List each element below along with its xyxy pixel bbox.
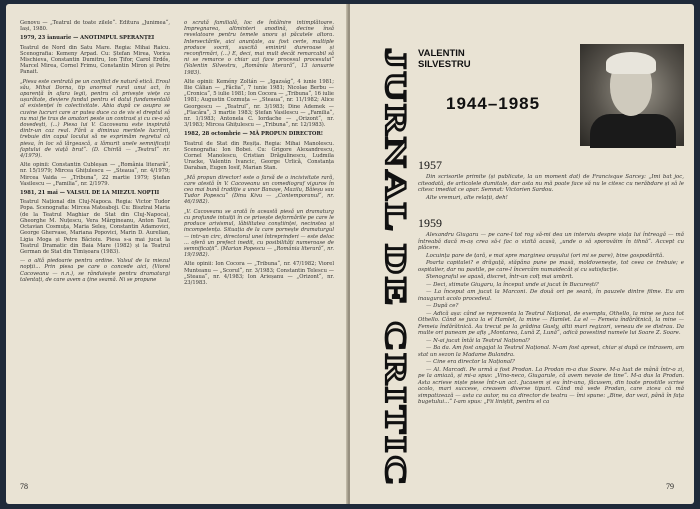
author-last-name: SILVESTRU: [418, 59, 471, 70]
paragraph: — Ba da. Am fost angajat la Teatrul Național. N-am fost apreat, chiar și după ce intrasem, am stat un sezon la Madame Bulandra.: [418, 345, 684, 358]
section-1957-text: [418, 174, 684, 212]
paragraph: — Adică așa: când se reprezenta la Teatrul Național, de exemplu, Othello, la mine se juca tot Othello. Când se juca la el Hamlet, la mine — Hamlet. La el — Femeia îndărătnică, la mine — Femeia îndărătnică. Au trecut pe la grădina Gusty, altii mari regizori, veneau de se distrau. Da multe ori puneam pe afiș „Montarea, Lună Z, Lună“, adică povestind numele lui Soare Z. Soare.: [418, 310, 684, 336]
paragraph: — o altă piedoarie pentru ordine. Valsul de la miezul nopții... Prin piesa pe care o concede aici, (Viorel Cacoveanu — n.n.), se rânduiește pentru dramaturgi talentați, de care avem a ține seamă. Ni se propune: [20, 258, 170, 283]
paragraph: — La început am jucat la Marconi. De două ori pe seară, în pauzele dintre filme. Eu am inaugurat acolo procedeul.: [418, 289, 684, 302]
paragraph: — După ce?: [426, 303, 459, 309]
paragraph: — Deci, stimate Giugaru, la început unde ai jucat în București?: [426, 281, 599, 288]
paragraph: Din scrisorile primite (și publicate, la un moment dat) de Francisque Sarcey: „Imi bat joc, citeodată, de articolele dumitale, dar asta nu mă poate face să nu le citesc cu nerăbdare și să le citesc imediat ce apar. Semnat: Victorien Sardou.: [418, 174, 684, 193]
paragraph: Alte opinii: Kemény Zoltán — „Igazság“, 4 iunie 1981; Ilie Călian — „Făclia“, 7 iunie 1981; Nicolae Berbu — „Cronica“, 5 iulie 1981; Ion Cocora — „Tribuna“, 16 iulie 1981; Augustin Cozmuța — „Steaua“, nr. 11/1982; Alice Georgescu — „Teatrul“, nr. 3/1983; Dine Ademek — „Flacăra“, 3 martie 1983; Ștefan Vasilescu — „Familia“, nr. 1/1983; Antonela C. Iordache — „Orizont“, nr. 3/1983; Mircea Ghițulescu — „Tribuna“, nr. 12/1983).: [184, 78, 334, 129]
paragraph: Alte opinii: Ion Cocora — „Tribuna“, nr. 47/1982; Viorel Munteanu — „Scorul“, nr. 3/1983; Constantin Telescu — „Steaua“, nr. 4/1983; Ion Arieșanu — „Orizont“, nr. 23/1983.: [184, 261, 334, 286]
paragraph: Alte opinii: Constantin Cubleșan — „România literară“, nr. 15/1979; Mircea Ghițulescu — „Steaua“, nr. 4/1979; Mircea Vaida — „Tribuna“, 22 martie 1979; Ștefan Vasilescu — „Familia“, nr. 2/1979.: [20, 162, 170, 187]
section-1959-text: [418, 232, 684, 494]
paragraph: Teatrul Național din Cluj-Napoca. Regia: Victor Tudor Popa. Scenografia: Mircea Mateaboji. Cu: Bisztrai Maria (de la Teatrul Maghiar de Stat din Cluj-Napoca), Gheorghe M. Nuțescu, Vera Mărgineanu, Anton Tauf, Octavian Cosmuța, Maria Seleș, Constantin Adamovici, George Ghervase, Mariana Popovici, Marin D. Aurelian, Ligia Moga și Petre Băcioiu. Piesa s-a mai jucat la Teatrul Dramatic din Baia Mare (1982) și la Teatrul German de Stat din Timișoara (1983).: [20, 199, 170, 255]
paragraph: „V. Cacoveanu se arată în această piesă un dramaturg cu profunde intuiții în ce privește deformările pe care le produce arivismul, lăbilitatea conștiinței, necinstea și incompetența. Situația de la care pornește dramaturgul — intr-un circ, directorul unei întreprinderi — este deloc ... oferă un prefect inedit, cu posibilități numeroase de semnificații“. (Marian Popescu — „România literară“, nr. 19/1982).: [184, 208, 334, 259]
author-first-name: VALENTIN: [418, 48, 465, 59]
years-heading: 1944–1985: [446, 94, 541, 113]
paragraph: — N-ai jucat întâi la Teatrul Național?: [426, 337, 530, 344]
year-1957: 1957: [418, 158, 442, 172]
paragraph: o scrată familială, loc de întâlnire intimplătoare. Impregnarea, altminteri anodină, decine însă revelatoare pentru temele unora și păcatele altora. Intersectările, aici anunțate, au fost certe, multiple produce socrii, suscită eminirii dureroase și reconfirmări, (...) E, deci, mai mult decât remarcabil să ni se remarce o chiar azi face procesul procesului“ (Valentin Silvestru, „România literară“, 13 ianuarie 1983).: [184, 20, 334, 76]
year-1959: 1959: [418, 216, 442, 230]
play-heading: 1981, 21 mai — VALSUL DE LA MIEZUL NOPȚII: [20, 190, 160, 197]
paragraph: Teatrul de Stat din Reșița. Regia: Mihai Manolescu. Scenografia: Ion Bobei. Cu: Grigore Alexandrescu, Cornel Manolescu, Cristian Drăgulinescu, Ludmila Uracke, Valentin Ivancic, George Urlică, Constanța Daraban, Eugen Iosif, Marian Stan.: [184, 140, 334, 172]
left-page: [6, 4, 348, 504]
author-photo: [580, 44, 684, 146]
right-page-number: 79: [666, 482, 674, 491]
left-page-number: 78: [20, 482, 28, 491]
paragraph: „Piesa este centrată pe un conflict de natură etică. Eroul său, Mihai Dorna, tip anormal rural unui act, în aparență în afara legii, pentru că privește viețe ca ușurătate, deviere fundul pentru el datul fundamentală al existenței în colectivitate. Abia după ce asupra se cuvine lucruri care ar putea duce ca de vis el dreptul să nu mai fie tras de amatori peste un contrast și cu ce-o să dovedești, (...) Piesa lui V. Cacoveanu este inspirată dintr-un caz real. Fără a diminua meritele lucrării, trebuie din capul locului să ne exprimăm regretul că piesa, în loc să lărgească, a lămurit unele semnificații faptului de viață brut“. (D. Chirilă — „Teatrul“ nr. 4/1979).: [20, 78, 170, 160]
paragraph: Alte vremuri, alte relații, deh!: [426, 194, 508, 201]
vertical-title-graphic: [358, 34, 412, 494]
paragraph: Poarta capitalei? e drăguță, stăpâna pune pe masă, moldovenește, tot ceea ce trebuie; e ospitalier, dar nu pastile, pe care-l încercăm numaidecât și cu satisfacție.: [418, 260, 684, 273]
paragraph: Genovu — „Teatrul de toate zilele“. Editura „Junimea“, Iași, 1980.: [20, 20, 170, 33]
right-page: [350, 4, 694, 504]
author-name: [418, 48, 471, 70]
left-column-2: [184, 20, 334, 475]
left-column-1: [20, 20, 170, 475]
play-heading: 1982, 28 octombrie — MĂ PROPUN DIRECTOR!: [184, 131, 324, 138]
vertical-title: JURNAL DE CRITIC: [379, 48, 412, 366]
paragraph: Teatrul de Nord din Satu Mare. Regia: Mihai Raicu. Scenografia: Kemeny Arpad. Cu: Ștefan Mirea, Vorica Mischieva, Constantin Dumitru, Ion Țifor, Carol Erdős, Marcel Mirea, Cornel Frimu, Constantin Miron și Petre Panait.: [20, 44, 170, 76]
paragraph: Alexandru Giugaru — pe care-l tot rog să-mi dea un interviu despre viața lui întreagă — mă întreabă dacă m-aș crea să-i fac o vizită acasă, „unde o să sporovăim în tihnă“. Accept cu plăcere.: [418, 232, 684, 251]
play-heading: 1979, 23 ianuarie — ANOTIMPUL SPERANȚEI: [20, 35, 155, 42]
paragraph: — Cine era director la Național?: [426, 359, 515, 365]
paragraph: „Mă propun director! este o farsă de o incisivitate rară, care atestă în V. Cacoveanu un comediograf viguros în cea mai bună tradiție a unor Banașe, Mazilu, Băieșu sau Tudor Popescu“ (Dinu Kivu — „Contemporanul“, nr. 46/1982).: [184, 174, 334, 206]
paragraph: Locuința pare de țară, e mai spre marginea orașului (ori mi se pare), bine gospodărită.: [426, 252, 664, 259]
paragraph: — Al. Marcodi. Pe urmă a fost Prodan. La Prodan m-a dus Soare. M-a luat de mână într-o zi, pe la amiază, și mi-a spus: „Vino-neco, Giugarule, că avem nevoie de tine“. M-a dus la Prodan. Asta scriese niște piese într-un act. Jucasem și eu într-una, făcusem, din toate prostiile scrise acolo, mari succese, creasem diverse tipuri. Când mă vede Prodan, care zicea că mă simpatizează — asta ca autor, nu ca director de teatru — îmi spune: „Bine, dar vezi, până în fața bugetului...“ I-am spus: „Fii liniștit, pentru el ca: [418, 366, 684, 405]
paragraph: Stenograful se apasă, discret, într-un colț mai umbrit.: [426, 274, 574, 280]
